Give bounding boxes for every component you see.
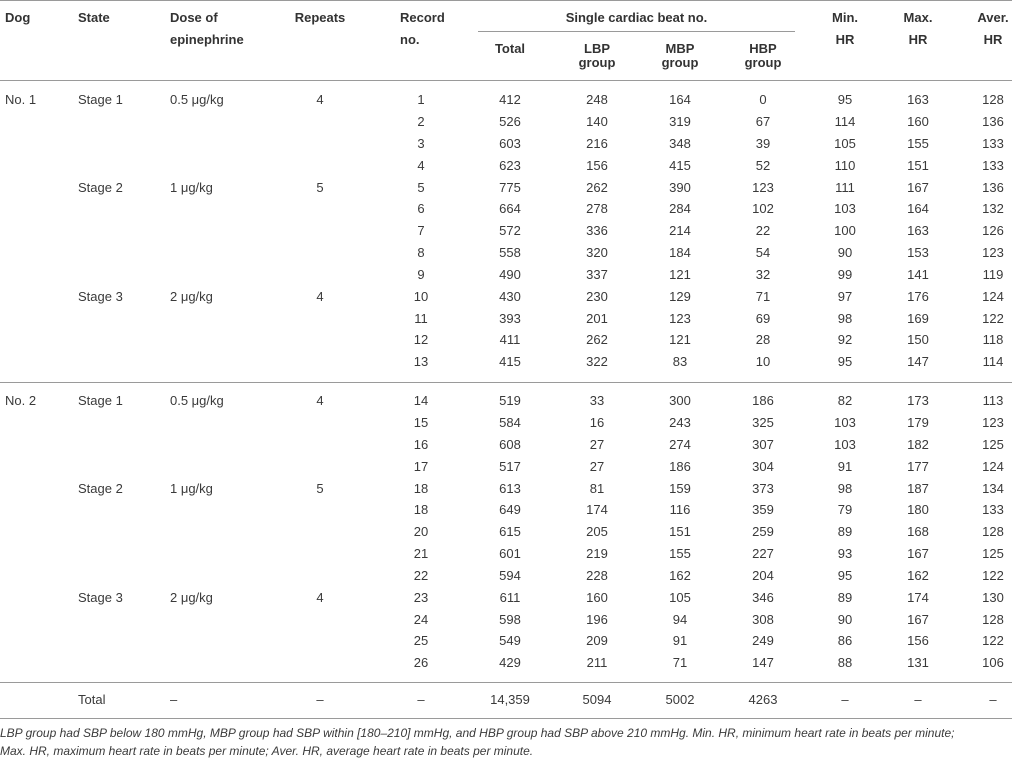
min-hr-cell: 79 <box>837 502 853 518</box>
dog-cell: No. 1 <box>5 92 37 108</box>
total-beats-cell: 775 <box>499 179 521 195</box>
record-no-cell: 16 <box>413 436 429 452</box>
hbp-group-cell: 204 <box>752 567 774 583</box>
dose-cell: 0.5 μg/kg <box>170 393 224 409</box>
lbp-group-cell: 201 <box>586 310 608 326</box>
table-row <box>0 456 1012 478</box>
table-row <box>0 351 1012 373</box>
aver-hr-cell: 128 <box>982 92 1004 108</box>
mbp-group-cell: 214 <box>669 223 691 239</box>
hbp-group-cell: 69 <box>755 310 771 326</box>
lbp-group-cell: 278 <box>586 201 608 217</box>
min-hr-cell: 114 <box>834 113 856 129</box>
table-row <box>0 609 1012 631</box>
header-total: Total <box>494 41 526 56</box>
aver-hr-cell: 122 <box>982 633 1004 649</box>
min-hr-cell: 86 <box>837 633 853 649</box>
min-hr-cell: 100 <box>834 223 856 239</box>
aver-hr-cell: 133 <box>982 502 1004 518</box>
aver-hr-cell: 124 <box>982 458 1004 474</box>
aver-hr-cell: 118 <box>982 332 1004 348</box>
lbp-group-cell: 174 <box>586 502 608 518</box>
state-cell: Stage 3 <box>78 288 123 304</box>
header-single-cardiac-beat: Single cardiac beat no. <box>565 10 708 25</box>
aver-hr-cell: 132 <box>982 201 1004 217</box>
table-row <box>0 155 1012 177</box>
hbp-group-cell: 54 <box>755 245 771 261</box>
hbp-group-cell: 259 <box>752 524 774 540</box>
aver-hr-cell: 133 <box>982 157 1004 173</box>
total-beats-cell: 519 <box>499 393 521 409</box>
record-no-cell: 4 <box>417 157 425 173</box>
mbp-group-cell: 300 <box>669 393 691 409</box>
record-no-cell: 15 <box>413 414 429 430</box>
aver-hr-cell: – <box>989 692 997 708</box>
hbp-group-cell: 67 <box>755 113 771 129</box>
mbp-group-cell: 83 <box>672 354 688 370</box>
total-beats-cell: 572 <box>499 223 521 239</box>
hbp-group-cell: 0 <box>759 92 767 108</box>
min-hr-cell: 97 <box>837 288 853 304</box>
header-mbp-line1: MBP <box>665 41 695 56</box>
total-beats-cell: 490 <box>499 266 521 282</box>
max-hr-cell: 156 <box>907 633 929 649</box>
max-hr-cell: 169 <box>907 310 929 326</box>
max-hr-cell: 174 <box>907 589 929 605</box>
lbp-group-cell: 81 <box>589 480 605 496</box>
hbp-group-cell: 307 <box>752 436 774 452</box>
max-hr-cell: 167 <box>907 546 929 562</box>
hbp-group-cell: 304 <box>752 458 774 474</box>
state-cell: Stage 1 <box>78 92 123 108</box>
min-hr-cell: 92 <box>837 332 853 348</box>
mbp-group-cell: 186 <box>669 458 691 474</box>
min-hr-cell: 90 <box>837 611 853 627</box>
total-beats-cell: 430 <box>499 288 521 304</box>
header-min-hr-line1: Min. <box>832 10 858 25</box>
total-beats-cell: 598 <box>499 611 521 627</box>
header-lbp-line2: group <box>578 55 616 70</box>
aver-hr-cell: 122 <box>982 310 1004 326</box>
max-hr-cell: 150 <box>907 332 929 348</box>
total-beats-cell: 393 <box>499 310 521 326</box>
hbp-group-cell: 186 <box>752 393 774 409</box>
record-no-cell: 23 <box>413 589 429 605</box>
mbp-group-cell: 162 <box>669 567 691 583</box>
min-hr-cell: 99 <box>837 266 853 282</box>
aver-hr-cell: 136 <box>982 113 1004 129</box>
hbp-group-cell: 147 <box>752 655 774 671</box>
record-no-cell: 18 <box>413 480 429 496</box>
header-aver-hr-line2: HR <box>983 32 1003 47</box>
mbp-group-cell: 121 <box>669 332 691 348</box>
min-hr-cell: 91 <box>837 458 853 474</box>
hbp-group-cell: 249 <box>752 633 774 649</box>
lbp-group-cell: 160 <box>586 589 608 605</box>
lbp-group-cell: 27 <box>589 436 605 452</box>
min-hr-cell: 105 <box>834 135 856 151</box>
record-no-cell: 8 <box>417 245 425 261</box>
dose-cell: – <box>170 692 178 708</box>
lbp-group-cell: 205 <box>586 524 608 540</box>
mbp-group-cell: 319 <box>669 113 691 129</box>
max-hr-cell: 168 <box>907 524 929 540</box>
record-no-cell: 7 <box>417 223 425 239</box>
record-no-cell: 13 <box>413 354 429 370</box>
record-no-cell: 1 <box>417 92 425 108</box>
mbp-group-cell: 151 <box>669 524 691 540</box>
header-record-line1: Record <box>400 10 445 25</box>
lbp-group-cell: 27 <box>589 458 605 474</box>
lbp-group-cell: 16 <box>589 414 605 430</box>
table-row <box>0 652 1012 674</box>
total-beats-cell: 615 <box>499 524 521 540</box>
mbp-group-cell: 390 <box>669 179 691 195</box>
table-row <box>0 390 1012 412</box>
mbp-group-cell: 243 <box>669 414 691 430</box>
record-no-cell: 21 <box>413 546 429 562</box>
mbp-group-cell: 116 <box>669 502 691 518</box>
header-state: State <box>78 10 110 25</box>
max-hr-cell: 131 <box>907 655 929 671</box>
lbp-group-cell: 140 <box>586 113 608 129</box>
max-hr-cell: 167 <box>907 179 929 195</box>
total-beats-cell: 601 <box>499 546 521 562</box>
header-dose-line2: epinephrine <box>170 32 244 47</box>
mbp-group-cell: 284 <box>669 201 691 217</box>
max-hr-cell: 163 <box>907 223 929 239</box>
hbp-group-cell: 308 <box>752 611 774 627</box>
header-dog: Dog <box>5 10 31 25</box>
header-max-hr-line2: HR <box>908 32 928 47</box>
record-no-cell: 9 <box>417 266 425 282</box>
aver-hr-cell: 128 <box>982 611 1004 627</box>
header-hbp-line2: group <box>744 55 782 70</box>
max-hr-cell: 160 <box>907 113 929 129</box>
lbp-group-cell: 211 <box>586 655 608 671</box>
record-no-cell: 26 <box>413 655 429 671</box>
record-no-cell: 10 <box>413 288 429 304</box>
hbp-group-cell: 325 <box>752 414 774 430</box>
max-hr-cell: 153 <box>907 245 929 261</box>
lbp-group-cell: 262 <box>586 179 608 195</box>
record-no-cell: 2 <box>417 113 425 129</box>
total-beats-cell: 558 <box>499 245 521 261</box>
lbp-group-cell: 216 <box>586 135 608 151</box>
mbp-group-cell: 155 <box>669 546 691 562</box>
lbp-group-cell: 230 <box>586 288 608 304</box>
max-hr-cell: – <box>914 692 922 708</box>
max-hr-cell: 173 <box>907 393 929 409</box>
lbp-group-cell: 196 <box>586 611 608 627</box>
max-hr-cell: 151 <box>907 157 929 173</box>
max-hr-cell: 180 <box>907 502 929 518</box>
header-dose-line1: Dose of <box>170 10 218 25</box>
aver-hr-cell: 128 <box>982 524 1004 540</box>
min-hr-cell: – <box>841 692 849 708</box>
total-beats-cell: 611 <box>499 589 521 605</box>
table-row <box>0 133 1012 155</box>
header-lbp-line1: LBP <box>584 41 610 56</box>
header-mbp-line2: group <box>661 55 699 70</box>
aver-hr-cell: 125 <box>982 436 1004 452</box>
hbp-group-cell: 4263 <box>748 692 778 708</box>
header-max-hr-line1: Max. <box>903 10 933 25</box>
mbp-group-cell: 94 <box>672 611 688 627</box>
record-no-cell: 12 <box>413 332 429 348</box>
hbp-group-cell: 52 <box>755 157 771 173</box>
table-row <box>0 478 1012 500</box>
min-hr-cell: 95 <box>837 354 853 370</box>
table-row <box>0 89 1012 111</box>
min-hr-cell: 103 <box>834 436 856 452</box>
hbp-group-cell: 22 <box>755 223 771 239</box>
aver-hr-cell: 106 <box>982 655 1004 671</box>
hbp-group-cell: 71 <box>755 288 771 304</box>
mbp-group-cell: 415 <box>669 157 691 173</box>
table-row <box>0 220 1012 242</box>
aver-hr-cell: 123 <box>982 414 1004 430</box>
table-row <box>0 329 1012 351</box>
lbp-group-cell: 336 <box>586 223 608 239</box>
table-row <box>0 587 1012 609</box>
table-row <box>0 308 1012 330</box>
hbp-group-cell: 39 <box>755 135 771 151</box>
aver-hr-cell: 136 <box>982 179 1004 195</box>
table-row <box>0 630 1012 652</box>
repeats-cell: 4 <box>316 288 324 304</box>
table-row <box>0 198 1012 220</box>
footnote-line1: LBP group had SBP below 180 mmHg, MBP group had SBP within [180–210] mmHg, and HBP group had SBP above 210 mmHg. Min. HR, minimum heart rate in beats per minute; <box>0 726 955 740</box>
min-hr-cell: 98 <box>837 480 853 496</box>
min-hr-cell: 82 <box>837 393 853 409</box>
mbp-group-cell: 274 <box>669 436 691 452</box>
max-hr-cell: 164 <box>907 201 929 217</box>
aver-hr-cell: 133 <box>982 135 1004 151</box>
lbp-group-cell: 209 <box>586 633 608 649</box>
min-hr-cell: 93 <box>837 546 853 562</box>
total-beats-cell: 549 <box>499 633 521 649</box>
lbp-group-cell: 156 <box>586 157 608 173</box>
table-row <box>0 242 1012 264</box>
dose-cell: 0.5 μg/kg <box>170 92 224 108</box>
state-cell: Stage 2 <box>78 480 123 496</box>
hbp-group-cell: 123 <box>752 179 774 195</box>
state-cell: Stage 2 <box>78 179 123 195</box>
table-row <box>0 111 1012 133</box>
total-beats-cell: 415 <box>499 354 521 370</box>
total-beats-cell: 517 <box>499 458 521 474</box>
min-hr-cell: 89 <box>837 589 853 605</box>
min-hr-cell: 98 <box>837 310 853 326</box>
header-min-hr-line2: HR <box>835 32 855 47</box>
table-row <box>0 565 1012 587</box>
header-aver-hr-line1: Aver. <box>977 10 1009 25</box>
repeats-cell: 5 <box>316 480 324 496</box>
table-row <box>0 264 1012 286</box>
total-beats-cell: 411 <box>499 332 521 348</box>
hbp-group-cell: 346 <box>752 589 774 605</box>
mbp-group-cell: 5002 <box>665 692 695 708</box>
total-beats-cell: 526 <box>499 113 521 129</box>
mbp-group-cell: 71 <box>672 655 688 671</box>
min-hr-cell: 89 <box>837 524 853 540</box>
total-beats-cell: 664 <box>499 201 521 217</box>
max-hr-cell: 162 <box>907 567 929 583</box>
record-no-cell: 22 <box>413 567 429 583</box>
max-hr-cell: 141 <box>907 266 929 282</box>
header-hbp-line1: HBP <box>749 41 777 56</box>
total-beats-cell: 584 <box>499 414 521 430</box>
hbp-group-cell: 28 <box>755 332 771 348</box>
mbp-group-cell: 159 <box>669 480 691 496</box>
min-hr-cell: 103 <box>834 201 856 217</box>
hbp-group-cell: 373 <box>752 480 774 496</box>
aver-hr-cell: 124 <box>982 288 1004 304</box>
hbp-group-cell: 227 <box>752 546 774 562</box>
total-beats-cell: 613 <box>499 480 521 496</box>
max-hr-cell: 179 <box>907 414 929 430</box>
repeats-cell: – <box>316 692 324 708</box>
min-hr-cell: 95 <box>837 92 853 108</box>
record-no-cell: 18 <box>413 502 429 518</box>
max-hr-cell: 177 <box>907 458 929 474</box>
max-hr-cell: 187 <box>907 480 929 496</box>
dog-cell: No. 2 <box>5 393 37 409</box>
aver-hr-cell: 126 <box>982 223 1004 239</box>
header-record-line2: no. <box>400 32 420 47</box>
total-beats-cell: 594 <box>499 567 521 583</box>
table-row <box>0 499 1012 521</box>
lbp-group-cell: 219 <box>586 546 608 562</box>
total-beats-cell: 412 <box>499 92 521 108</box>
total-beats-cell: 603 <box>499 135 521 151</box>
total-row <box>0 689 1012 711</box>
mbp-group-cell: 184 <box>669 245 691 261</box>
record-no-cell: 20 <box>413 524 429 540</box>
mbp-group-cell: 91 <box>672 633 688 649</box>
state-cell: Stage 3 <box>78 589 123 605</box>
mbp-group-cell: 129 <box>669 288 691 304</box>
lbp-group-cell: 322 <box>586 354 608 370</box>
max-hr-cell: 155 <box>907 135 929 151</box>
hbp-group-cell: 102 <box>752 201 774 217</box>
lbp-group-cell: 228 <box>586 567 608 583</box>
record-no-cell: 24 <box>413 611 429 627</box>
total-beats-cell: 649 <box>499 502 521 518</box>
hbp-group-cell: 32 <box>755 266 771 282</box>
max-hr-cell: 167 <box>907 611 929 627</box>
dose-cell: 1 μg/kg <box>170 179 213 195</box>
record-no-cell: 11 <box>414 310 428 326</box>
total-beats-cell: 429 <box>499 655 521 671</box>
table-row <box>0 286 1012 308</box>
record-no-cell: 17 <box>413 458 429 474</box>
record-no-cell: 14 <box>413 393 429 409</box>
mbp-group-cell: 121 <box>669 266 691 282</box>
record-no-cell: 25 <box>413 633 429 649</box>
hbp-group-cell: 10 <box>755 354 771 370</box>
table-row <box>0 543 1012 565</box>
repeats-cell: 5 <box>316 179 324 195</box>
aver-hr-cell: 122 <box>982 567 1004 583</box>
dose-cell: 2 μg/kg <box>170 288 213 304</box>
min-hr-cell: 111 <box>835 179 855 195</box>
lbp-group-cell: 320 <box>586 245 608 261</box>
header-repeats: Repeats <box>294 10 346 25</box>
record-no-cell: 3 <box>417 135 425 151</box>
total-beats-cell: 14,359 <box>490 692 530 708</box>
max-hr-cell: 147 <box>907 354 929 370</box>
lbp-group-cell: 5094 <box>582 692 612 708</box>
table-row <box>0 434 1012 456</box>
aver-hr-cell: 119 <box>982 266 1004 282</box>
total-beats-cell: 623 <box>499 157 521 173</box>
footnote-line2: Max. HR, maximum heart rate in beats per minute; Aver. HR, average heart rate in beats per minute. <box>0 744 534 758</box>
aver-hr-cell: 125 <box>982 546 1004 562</box>
aver-hr-cell: 134 <box>982 480 1004 496</box>
min-hr-cell: 103 <box>834 414 856 430</box>
min-hr-cell: 110 <box>834 157 856 173</box>
table-row <box>0 521 1012 543</box>
aver-hr-cell: 123 <box>982 245 1004 261</box>
state-cell: Total <box>78 692 106 708</box>
min-hr-cell: 88 <box>837 655 853 671</box>
max-hr-cell: 163 <box>907 92 929 108</box>
dose-cell: 2 μg/kg <box>170 589 213 605</box>
lbp-group-cell: 248 <box>586 92 608 108</box>
dose-cell: 1 μg/kg <box>170 480 213 496</box>
min-hr-cell: 90 <box>837 245 853 261</box>
aver-hr-cell: 114 <box>982 354 1004 370</box>
table-row <box>0 412 1012 434</box>
lbp-group-cell: 33 <box>589 393 605 409</box>
record-no-cell: 5 <box>417 179 425 195</box>
state-cell: Stage 1 <box>78 393 123 409</box>
total-beats-cell: 608 <box>499 436 521 452</box>
repeats-cell: 4 <box>316 589 324 605</box>
hbp-group-cell: 359 <box>752 502 774 518</box>
lbp-group-cell: 262 <box>586 332 608 348</box>
lbp-group-cell: 337 <box>586 266 608 282</box>
mbp-group-cell: 164 <box>669 92 691 108</box>
table-row <box>0 177 1012 199</box>
repeats-cell: 4 <box>316 92 324 108</box>
mbp-group-cell: 105 <box>669 589 691 605</box>
mbp-group-cell: 123 <box>669 310 691 326</box>
aver-hr-cell: 113 <box>982 393 1004 409</box>
max-hr-cell: 176 <box>907 288 929 304</box>
max-hr-cell: 182 <box>907 436 929 452</box>
min-hr-cell: 95 <box>837 567 853 583</box>
record-no-cell: 6 <box>417 201 425 217</box>
aver-hr-cell: 130 <box>982 589 1004 605</box>
record-no-cell: – <box>417 692 425 708</box>
mbp-group-cell: 348 <box>669 135 691 151</box>
repeats-cell: 4 <box>316 393 324 409</box>
